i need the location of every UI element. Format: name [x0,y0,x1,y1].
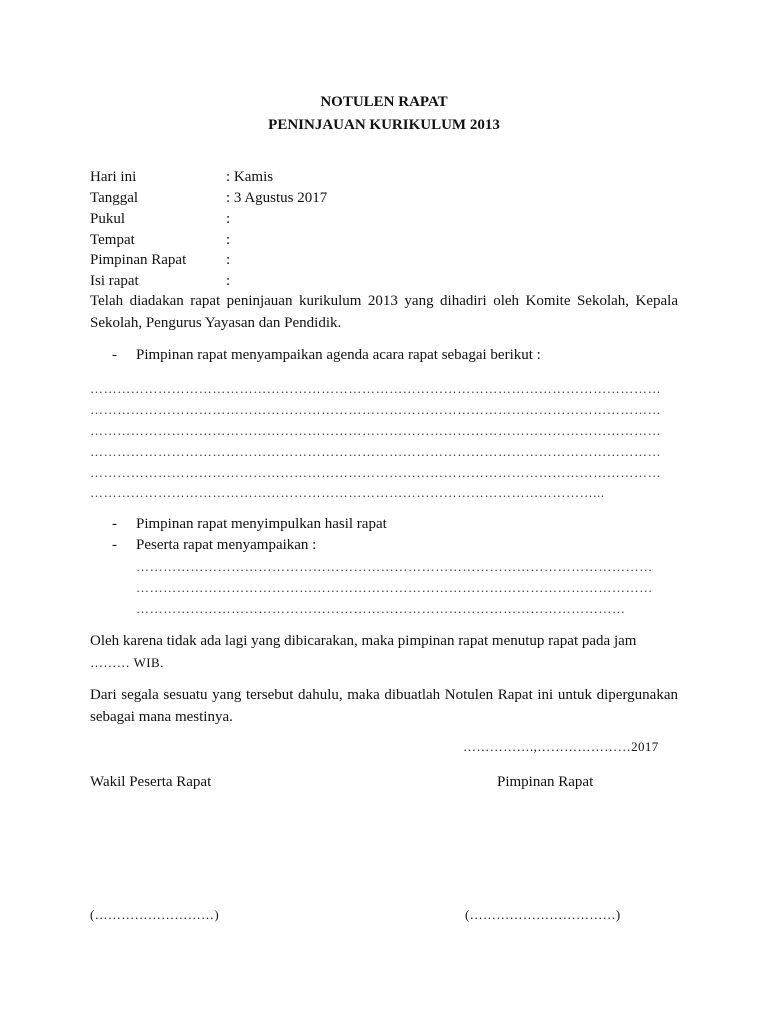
closing-paragraph-1: Oleh karena tidak ada lagi yang dibicarakan, maka pimpinan rapat menutup rapat pada jam [90,633,637,649]
closing-time: ……… WIB. [90,655,164,670]
document-subtitle: PENINJAUAN KURIKULUM 2013 [268,117,500,133]
signature-left-name: (………………………) [90,907,219,922]
intro-paragraph: Telah diadakan rapat peninjauan kurikulum 2013 yang dihadiri oleh Komite Sekolah, Kepala Sekolah, Pengurus Yayasan dan Pendidik. [90,293,678,331]
agenda-line: ……………………………………………………………………………………………………………… [90,445,662,459]
detail-label-content: Isi rapat [90,273,139,289]
agenda-line: ……………………………………………………………………………………………………………… [90,382,662,396]
detail-value-chair: : [226,252,231,268]
signature-right-title: Pimpinan Rapat [497,774,594,790]
conclusion-dash-1: - [112,516,117,532]
detail-value-day: : Kamis [226,169,274,185]
closing-paragraph-2: Dari segala sesuatu yang tersebut dahulu, maka dibuatlah Notulen Rapat ini untuk dipergunakan sebagai mana mestinya. [90,687,678,725]
detail-label-time: Pukul [90,211,126,227]
detail-value-time: : [226,211,231,227]
place-date: …………….,…………………2017 [463,739,659,754]
signature-right-name: (……………………………) [465,907,621,922]
agenda-line: ……………………………………………………………………………………………………………… [90,424,662,438]
agenda-dash: - [112,347,117,363]
conclusion-text-2: Peserta rapat menyampaikan : [136,537,317,553]
detail-value-date: : 3 Agustus 2017 [226,190,328,206]
agenda-text: Pimpinan rapat menyampaikan agenda acara rapat sebagai berikut : [136,347,541,363]
signature-left-title: Wakil Peserta Rapat [90,774,212,790]
agenda-line-last: …………………………………………………………………………………………………... [90,486,605,500]
detail-label-day: Hari ini [90,169,137,185]
detail-label-place: Tempat [90,232,135,248]
detail-value-content: : [226,273,231,289]
conclusion-dash-2: - [112,537,117,553]
detail-value-place: : [226,232,231,248]
agenda-line: ……………………………………………………………………………………………………………… [90,466,662,480]
detail-label-date: Tanggal [90,190,139,206]
conclusion-text-1: Pimpinan rapat menyimpulkan hasil rapat [136,516,387,532]
participant-line: …………………………………………………………………………………………………… [136,560,653,574]
participant-line-last: ……………………………………………………………………………………………… [136,602,626,616]
detail-label-chair: Pimpinan Rapat [90,252,187,268]
document-title: NOTULEN RAPAT [320,94,448,110]
participant-line: …………………………………………………………………………………………………… [136,581,653,595]
agenda-line: ……………………………………………………………………………………………………………… [90,403,662,417]
